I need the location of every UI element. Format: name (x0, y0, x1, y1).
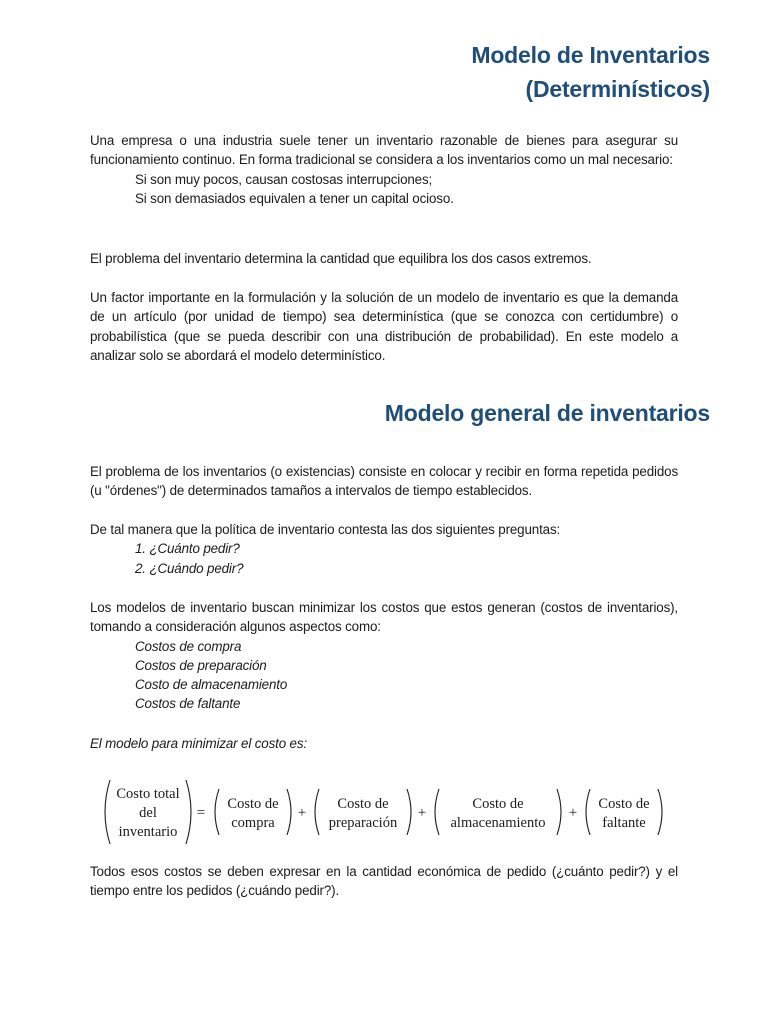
cost-formula (100, 776, 670, 848)
right-paren-storage (557, 789, 561, 835)
right-paren-purchase (287, 789, 291, 835)
purchase-line-2: compra (231, 815, 275, 831)
left-paren-purchase (215, 789, 219, 835)
left-paren-shortage (586, 789, 590, 835)
plus-sign-1: + (297, 805, 307, 821)
question-how-much: 1. ¿Cuánto pedir? (135, 541, 240, 557)
setup-line-2: preparación (328, 815, 398, 831)
left-paren-storage (435, 789, 439, 835)
cost-item-storage: Costo de almacenamiento (135, 677, 288, 693)
plus-sign-2: + (417, 805, 427, 821)
policy-paragraph (90, 520, 678, 578)
intro-paragraph (90, 131, 678, 208)
closing-paragraph: Todos esos costos se deben expresar en la cantidad económica de pedido (¿cuánto pedir?) y el tiempo entre los pedidos (¿cuándo pedir?). (90, 864, 678, 899)
purchase-line-1: Costo de (227, 796, 279, 812)
left-paren-total (105, 780, 110, 844)
left-paren-setup (315, 789, 319, 835)
cost-item-setup: Costos de preparación (135, 657, 267, 673)
intro-text: Una empresa o una industria suele tener un inventario razonable de bienes para asegurar su funcionamiento continuo. En forma tradicional se considera a los inventarios como un mal necesario: (90, 133, 678, 168)
page-title-line-1: Modelo de Inventarios (471, 42, 710, 68)
page-title (471, 38, 710, 106)
model-intro-line: El modelo para minimizar el costo es: (90, 736, 307, 751)
costs-paragraph (90, 598, 678, 714)
shortage-line-1: Costo de (598, 796, 650, 812)
section-title: Modelo general de inventarios (384, 400, 710, 426)
cost-item-purchase: Costos de compra (135, 638, 242, 654)
right-paren-setup (407, 789, 411, 835)
total-line-3: inventario (118, 824, 178, 840)
inventory-problem-paragraph: El problema de los inventarios (o existencias) consiste en colocar y recibir en forma repetida pedidos (u "órdenes") de determinados tamaños a intervalos de tiempo establecidos. (90, 464, 678, 499)
setup-line-1: Costo de (337, 796, 389, 812)
storage-line-1: Costo de (472, 796, 524, 812)
question-when: 2. ¿Cuándo pedir? (135, 560, 244, 576)
storage-line-2: almacenamiento (450, 815, 546, 831)
right-paren-shortage (658, 789, 662, 835)
total-line-1: Costo total (116, 786, 180, 802)
cost-item-shortage: Costos de faltante (135, 696, 241, 712)
case-few-line: Si son muy pocos, causan costosas interrupciones; (135, 171, 433, 187)
plus-sign-3: + (568, 805, 578, 821)
policy-text: De tal manera que la política de inventario contesta las dos siguientes preguntas: (90, 522, 561, 537)
total-line-2: del (139, 805, 157, 821)
shortage-line-2: faltante (602, 815, 646, 831)
cost-formula-svg (100, 776, 670, 848)
right-paren-total (186, 780, 191, 844)
case-many-line: Si son demasiados equivalen a tener un capital ocioso. (135, 190, 454, 206)
deterministic-paragraph: Un factor importante en la formulación y la solución de un modelo de inventario es que la demanda de un artículo (por unidad de tiempo) sea determinística (que se conozca con certidumbre) o probabilística (que se pueda describir con una distribución de probabilidad). En este modelo a analizar solo se abordará el modelo determinístico. (90, 290, 678, 363)
equals-sign: = (196, 805, 206, 821)
costs-text: Los modelos de inventario buscan minimizar los costos que estos generan (costos de inventarios), tomando a consideración algunos aspectos como: (90, 600, 678, 635)
page-title-line-2: (Determinísticos) (525, 76, 710, 102)
extremes-paragraph: El problema del inventario determina la cantidad que equilibra los dos casos extremos. (90, 251, 592, 266)
